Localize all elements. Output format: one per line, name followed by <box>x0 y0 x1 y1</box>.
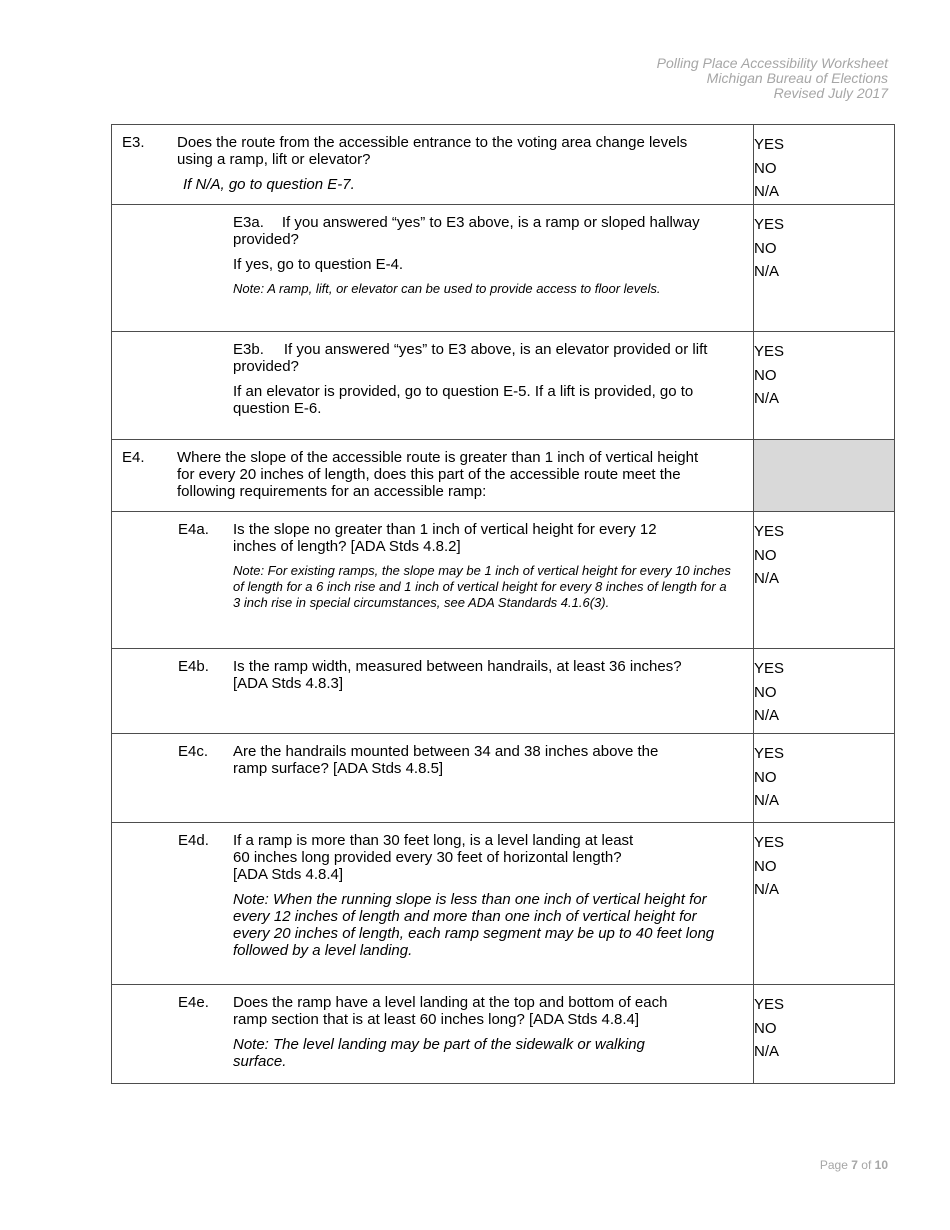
question-body <box>112 125 753 201</box>
answer-na[interactable]: N/A <box>754 707 780 724</box>
question-text: Are the handrails mounted between 34 and 38 inches above the ramp surface? [ADA Stds 4.8.5] <box>233 743 659 777</box>
answer-na[interactable]: N/A <box>754 881 780 898</box>
answer-na[interactable]: N/A <box>754 263 780 280</box>
answer-yes[interactable]: YES <box>754 996 785 1013</box>
question-text: If a ramp is more than 30 feet long, is a level landing at least 60 inches long provided every 30 feet of horizontal length? [ADA Stds 4.8.4] <box>233 832 634 883</box>
answer-yes[interactable]: YES <box>754 834 785 851</box>
question-body <box>112 440 753 508</box>
answer-no[interactable]: NO <box>754 366 777 384</box>
answer-yes[interactable]: YES <box>754 343 785 360</box>
question-note: Note: The level landing may be part of the sidewalk or walking surface. <box>233 1036 645 1070</box>
answer-cell <box>754 332 895 440</box>
answer-cell <box>754 125 895 205</box>
answer-yes[interactable]: YES <box>754 745 785 762</box>
answer-na[interactable]: N/A <box>754 1043 780 1060</box>
answer-na[interactable]: N/A <box>754 390 780 407</box>
question-body <box>112 332 753 425</box>
question-cell <box>112 440 754 512</box>
answer-no[interactable]: NO <box>754 1019 777 1037</box>
table-row <box>112 440 895 512</box>
question-cell <box>112 649 754 734</box>
page-footer <box>820 1158 888 1172</box>
table-row <box>112 734 895 823</box>
answer-yes[interactable]: YES <box>754 660 785 677</box>
answer-na[interactable]: N/A <box>754 183 780 200</box>
footer-page-total: 10 <box>874 1158 888 1172</box>
question-cell <box>112 125 754 205</box>
table-row <box>112 823 895 985</box>
answer-no[interactable]: NO <box>754 683 777 701</box>
header-agency: Michigan Bureau of Elections <box>706 70 888 86</box>
question-cell <box>112 512 754 649</box>
header-revision: Revised July 2017 <box>773 85 888 101</box>
question-text: If you answered “yes” to E3 above, is an elevator provided or lift provided? <box>233 341 708 375</box>
answer-cell <box>754 649 895 734</box>
question-cell <box>112 823 754 985</box>
table-row <box>112 649 895 734</box>
table-row <box>112 512 895 649</box>
question-number: E3. <box>122 134 145 151</box>
answer-na[interactable]: N/A <box>754 792 780 809</box>
question-cell <box>112 205 754 332</box>
question-note: Note: A ramp, lift, or elevator can be used to provide access to floor levels. <box>233 281 661 296</box>
question-body <box>112 205 753 305</box>
page-header <box>657 56 888 101</box>
question-cell <box>112 332 754 440</box>
answer-no[interactable]: NO <box>754 857 777 875</box>
table-row <box>112 985 895 1084</box>
question-text: Is the ramp width, measured between handrails, at least 36 inches? [ADA Stds 4.8.3] <box>233 658 682 692</box>
answer-no[interactable]: NO <box>754 768 777 786</box>
worksheet-table <box>111 124 895 1084</box>
question-number: E4d. <box>178 832 209 849</box>
answer-na[interactable]: N/A <box>754 570 780 587</box>
question-number: E4b. <box>178 658 209 675</box>
answer-yes[interactable]: YES <box>754 136 785 153</box>
question-text: Does the ramp have a level landing at the top and bottom of each ramp section that is at least 60 inches long? [ADA Stds 4.8.4] <box>233 994 668 1028</box>
answer-no[interactable]: NO <box>754 546 777 564</box>
question-number: E3b. <box>233 341 264 358</box>
question-cell <box>112 734 754 823</box>
question-text: Where the slope of the accessible route is greater than 1 inch of vertical height for every 20 inches of length, does this part of the accessible route meet the following requirements for an accessible ramp: <box>177 449 699 500</box>
footer-page-number: 7 <box>851 1158 858 1172</box>
table-row <box>112 125 895 205</box>
question-number: E4e. <box>178 994 209 1011</box>
answer-cell <box>754 205 895 332</box>
answer-cell <box>754 734 895 823</box>
footer-of-label: of <box>861 1158 872 1172</box>
table-row <box>112 205 895 332</box>
footer-page-label: Page <box>819 1158 848 1172</box>
question-text: Does the route from the accessible entrance to the voting area change levels using a ramp, lift or elevator? <box>177 134 688 168</box>
question-note: Note: When the running slope is less than one inch of vertical height for every 12 inches of length and more than one inch of vertical height for every 20 inches of length, each ramp segment may be up to 40 feet long followed by a level landing. <box>233 891 715 959</box>
question-text: If you answered “yes” to E3 above, is a ramp or sloped hallway provided? <box>233 214 700 248</box>
question-cell <box>112 985 754 1084</box>
answer-no[interactable]: NO <box>754 239 777 257</box>
answer-no[interactable]: NO <box>754 159 777 177</box>
question-number: E4a. <box>178 521 209 538</box>
question-instruction: If yes, go to question E-4. <box>233 256 404 273</box>
answer-cell-shaded <box>754 440 895 512</box>
question-body <box>112 734 753 785</box>
table-row <box>112 332 895 440</box>
question-text: Is the slope no greater than 1 inch of vertical height for every 12 inches of length? [ADA Stds 4.8.2] <box>233 521 657 555</box>
question-instruction: If N/A, go to question E-7. <box>183 176 355 193</box>
question-note: Note: For existing ramps, the slope may be 1 inch of vertical height for every 10 inches of length for a 6 inch rise and 1 inch of vertical height for every 8 inches of length for a 3 inch rise in special circumstances, see ADA Standards 4.1.6(3). <box>233 563 731 610</box>
answer-cell <box>754 985 895 1084</box>
question-number: E4. <box>122 449 145 466</box>
answer-yes[interactable]: YES <box>754 523 785 540</box>
question-number: E3a. <box>233 214 264 231</box>
answer-cell <box>754 823 895 985</box>
answer-cell <box>754 512 895 649</box>
answer-yes[interactable]: YES <box>754 216 785 233</box>
question-instruction: If an elevator is provided, go to question E-5. If a lift is provided, go to question E-6. <box>233 383 694 417</box>
header-title: Polling Place Accessibility Worksheet <box>656 55 888 71</box>
question-number: E4c. <box>178 743 209 760</box>
